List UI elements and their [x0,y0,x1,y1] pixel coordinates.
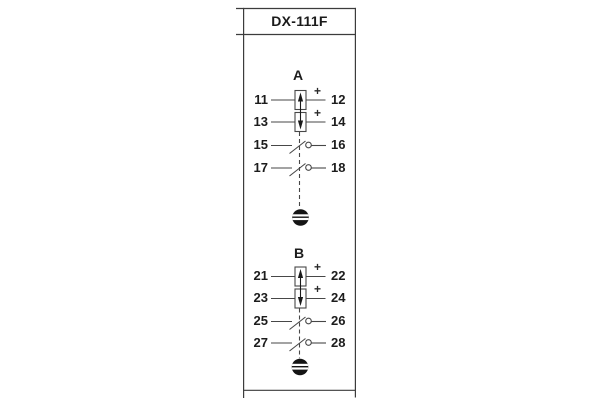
contact-symbol-a1 [271,141,326,154]
contact-symbol-a2 [271,164,326,177]
terminal-16-label: 16 [331,137,346,152]
flag-indicator-icon-a [291,209,310,226]
terminal-15-label: 15 [253,137,268,152]
contact-symbol-b1 [271,317,326,330]
terminal-11-label: 11 [254,92,268,107]
contact-symbol-b2 [271,339,326,352]
polarity-plus-a2: + [313,106,321,120]
polarity-plus-a1: + [313,84,321,98]
terminal-24-label: 24 [331,290,346,305]
terminal-23-label: 23 [253,290,268,305]
terminal-26-label: 26 [331,313,346,328]
terminal-21-label: 21 [253,268,268,283]
terminal-18-label: 18 [331,160,346,175]
terminal-22-label: 22 [331,268,346,283]
flag-indicator-icon-b [291,359,310,376]
terminal-28-label: 28 [331,335,346,350]
polarity-plus-b1: + [313,260,321,274]
terminal-13-label: 13 [253,114,268,129]
terminal-25-label: 25 [253,313,268,328]
terminal-14-label: 14 [331,114,346,129]
group-b-label: B [293,245,305,261]
polarity-plus-b2: + [313,282,321,296]
group-a-label: A [292,67,304,83]
terminal-12-label: 12 [331,92,346,107]
terminal-17-label: 17 [253,160,268,175]
relay-model-title: DX-111F [271,13,328,29]
terminal-27-label: 27 [253,335,268,350]
